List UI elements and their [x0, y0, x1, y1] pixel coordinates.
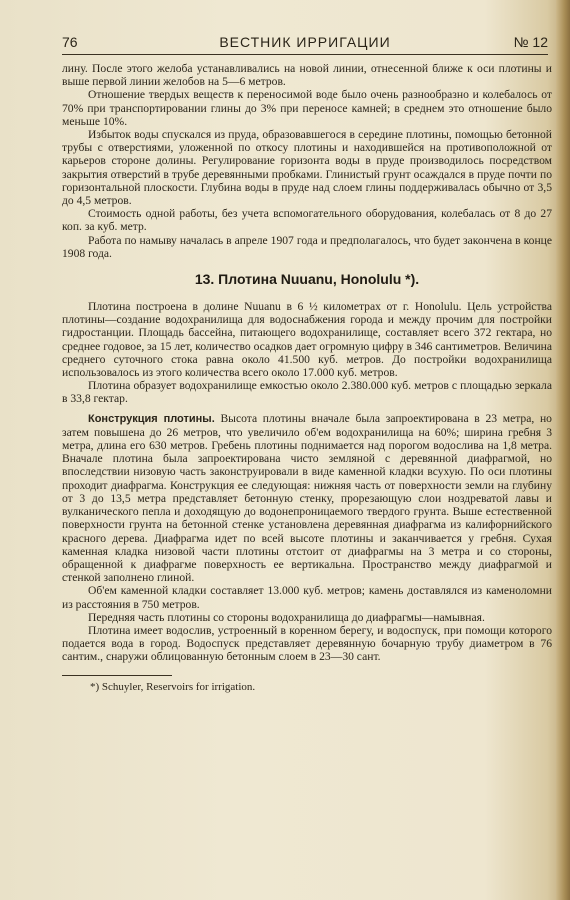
- paragraph: Стоимость одной работы, без учета вспомогательного оборудования, колебалась от 8 до 27 коп. за куб. метр.: [62, 207, 552, 234]
- paragraph-construction: [62, 412, 552, 585]
- header-rule: [62, 54, 548, 55]
- footnote: *) Schuyler, Reservoirs for irrigation.: [90, 680, 256, 693]
- paragraph: Плотина образует водохранилище емкостью около 2.380.000 куб. метров с площадью зеркала в 33,8 гектар.: [62, 379, 552, 406]
- paragraph: Плотина построена в долине Nuuanu в 6 ½ километрах от г. Honolulu. Цель устройства плотины—создание водохранилища для водоснабжения города и между прочим для постройки гидростанции. Площадь бассейна, питающего водохранилище, составляет всего 372 гектара, но среднее годовое, за 15 лет, количество осадков дает огромную цифру в 346 сантиметров. Величина среднего суточного стока равна около 41.500 куб. метров. До постройки водохранилища использовалось из этого количества всего около 17.000 куб. метров.: [62, 300, 552, 380]
- book-spine-shadow: [556, 0, 570, 900]
- paragraph: Работа по намыву началась в апреле 1907 года и предполагалось, что будет закончена в конце 1908 года.: [62, 233, 552, 260]
- page-number: 76: [62, 34, 78, 50]
- issue-number: № 12: [513, 34, 548, 50]
- paragraph: Избыток воды спускался из пруда, образовавшегося в середине плотины, помощью бетонной трубы с отверстиями, уложенной по откосу плотины и находившейся на противоположной от карьеров стороне долины. Регулирование горизонта воды в пруде производилось посредством закрытия отверстий в трубе деревянными пробками. Глинистый грунт осаждался в пруде почти по горизонтальной плоскости. Глубина воды в пруде над слоем глины поддерживалась обычно от 3,5 до 4,5 метров.: [62, 128, 552, 208]
- paragraph: лину. После этого желоба устанавливались на новой линии, отнесенной ближе к оси плотины и выше первой линии желобов на 5—6 метров.: [62, 62, 552, 89]
- paragraph-text: Высота плотины вначале была запроектирована в 23 метра, но затем повышена до 26 метров, что увеличило об'ем водохранилища на 60%; ширина гребня 3 метра, длина его 630 метров. Гребень плотины поднимается над порогом водослива на 1,8 метра. Вначале плотина была запроектирована чисто земляной с деревянной диафрагмой, но впоследствии низовую часть законструировали в виде каменной кладки всухую. По оси плотины проходит диафрагма. Конструкция ее следующая: нижняя часть от поверхности земли на глубину от 3 до 13,5 метра представляет бетонную стенку, прорезающую слои ноздреватой лавы и вулканического пепла и доходящую до водонепроницаемого твердого грунта. Выше естественной поверхности грунта на бетонной стенке установлена деревянная диафрагма из калифорнийского красного дерева. Диафрагма идет по всей высоте плотины и заканчивается у гребня. Сухая каменная кладка низовой части плотины отстоит от диафрагмы на 3 метра и со стороны, обращенной к диафрагме поверхность ее вертикальна. Пространство между диафрагмой и стенкой заполнено глиной.: [62, 411, 552, 585]
- paragraph-lead: Конструкция плотины.: [88, 412, 215, 425]
- article-body: [62, 62, 552, 694]
- footnote-rule: [62, 675, 172, 676]
- running-header: [62, 34, 548, 54]
- paragraph: Отношение твердых веществ к переносимой воде было очень разнообразно и колебалось от 70% при транспортировании глины до 3% при переносе камней; в среднем это отношение было меньше 10%.: [62, 88, 552, 128]
- paragraph: Плотина имеет водослив, устроенный в коренном берегу, и водоспуск, при помощи которого подается вода в город. Водоспуск представляет деревянную бочарную трубу диаметром в 76 сантим., снаружи облицованную бетонным слоем в 23—30 сант.: [62, 623, 552, 664]
- paragraph: Передняя часть плотины со стороны водохранилища до диафрагмы—намывная.: [88, 610, 485, 624]
- section-heading: 13. Плотина Nuuanu, Honolulu *).: [194, 271, 420, 288]
- journal-title: ВЕСТНИК ИРРИГАЦИИ: [219, 34, 391, 50]
- paragraph: Об'ем каменной кладки составляет 13.000 куб. метров; камень доставлялся из каменоломни из расстояния в 750 метров.: [62, 584, 552, 611]
